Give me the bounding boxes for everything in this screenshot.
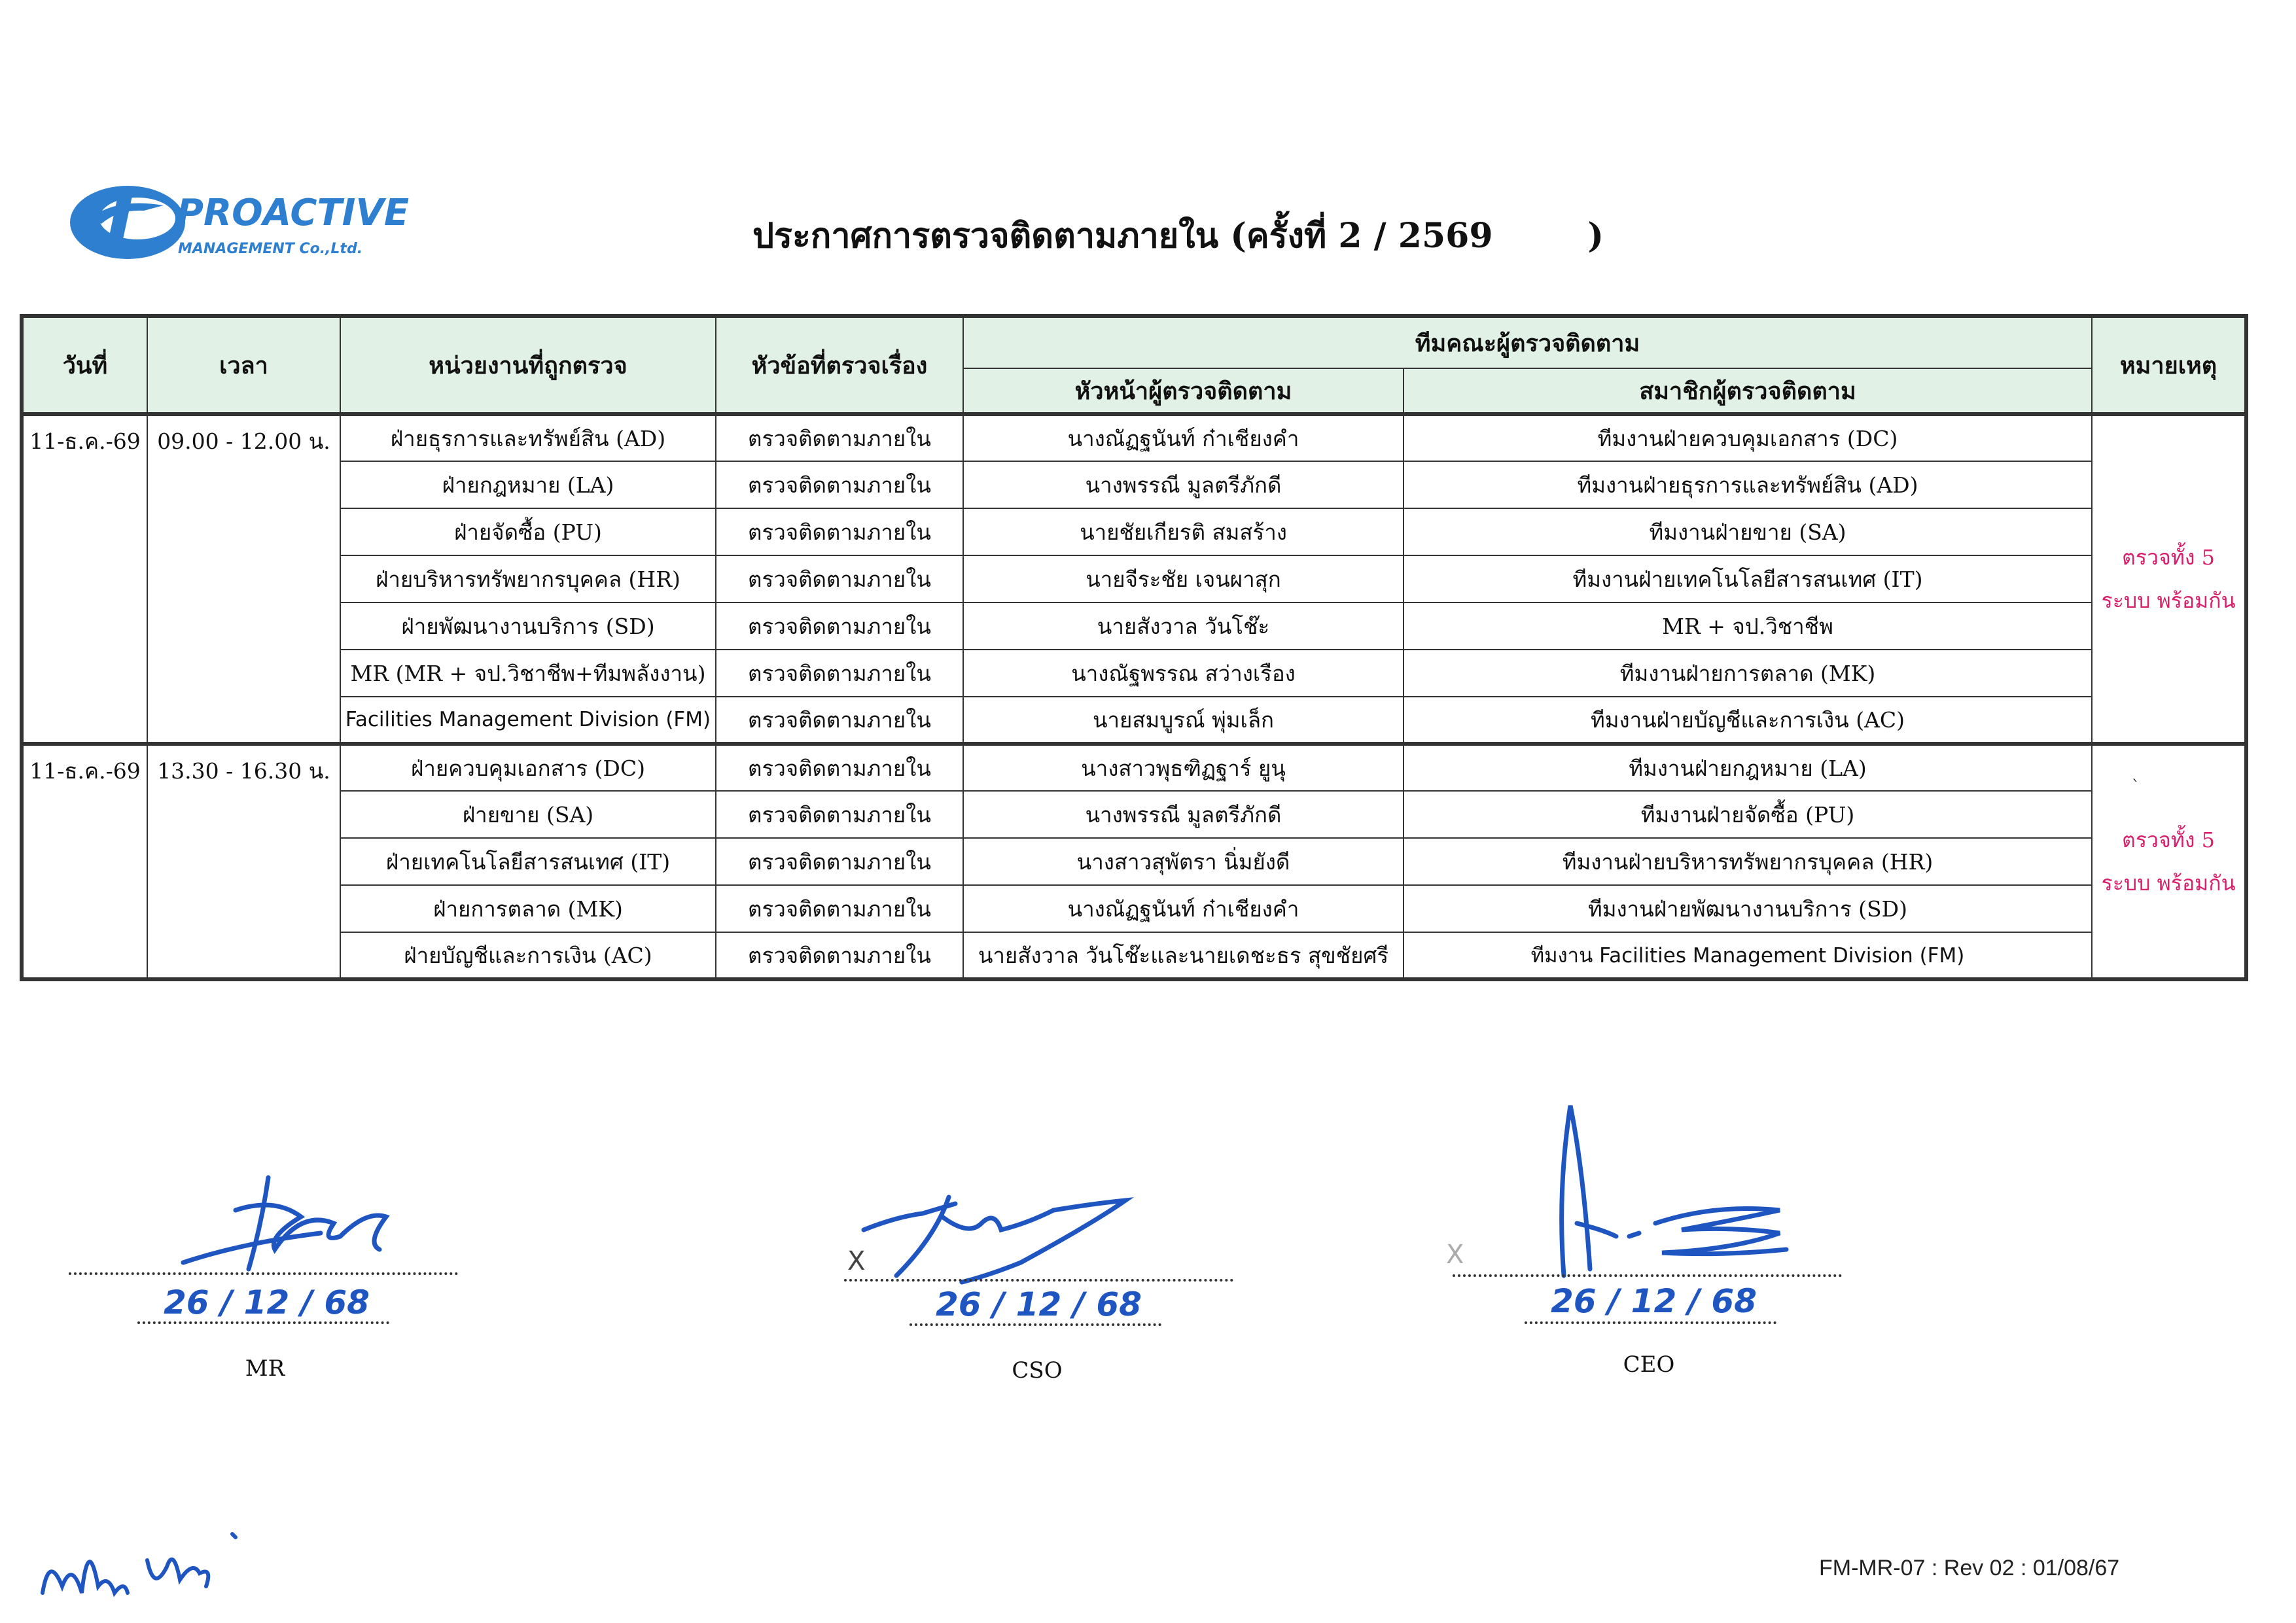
time-cell: 09.00 - 12.00 น. (147, 414, 340, 744)
member-cell: ทีมงานฝ่ายขาย (SA) (1404, 508, 2092, 555)
ceo-x-mark: X (1446, 1240, 1464, 1270)
topic-cell: ตรวจติดตามภายใน (716, 932, 963, 979)
cso-date-line (910, 1323, 1161, 1326)
ceo-role-label: CEO (1623, 1352, 1675, 1378)
member-cell: ทีมงาน Facilities Management Division (FM) (1404, 932, 2092, 979)
topic-cell: ตรวจติดตามภายใน (716, 697, 963, 744)
header-team: ทีมคณะผู้ตรวจติดตาม (963, 316, 2092, 368)
table-row (22, 508, 2246, 555)
ceo-signature (1518, 1092, 1793, 1282)
date-cell: 11-ธ.ค.-69 (22, 744, 147, 979)
cso-signature-line (844, 1279, 1233, 1282)
lead-cell: นายชัยเกียรติ สมสร้าง (963, 508, 1404, 555)
unit-cell: ฝ่ายบัญชีและการเงิน (AC) (340, 932, 716, 979)
unit-cell: ฝ่ายเทคโนโลยีสารสนเทศ (IT) (340, 838, 716, 885)
audit-schedule-table (20, 314, 2248, 981)
handwritten-initials (36, 1495, 272, 1613)
table-row (22, 697, 2246, 744)
table-row (22, 744, 2246, 791)
member-cell: ทีมงานฝ่ายพัฒนางานบริการ (SD) (1404, 885, 2092, 932)
cso-signature (857, 1178, 1139, 1289)
lead-cell: นางณัฐพรรณ สว่างเรือง (963, 650, 1404, 697)
topic-cell: ตรวจติดตามภายใน (716, 602, 963, 650)
unit-cell: ฝ่ายการตลาด (MK) (340, 885, 716, 932)
header-lead: หัวหน้าผู้ตรวจติดตาม (963, 368, 1404, 414)
lead-cell: นางพรรณี มูลตรีภักดี (963, 461, 1404, 508)
member-cell: ทีมงานฝ่ายควบคุมเอกสาร (DC) (1404, 414, 2092, 461)
header-unit: หน่วยงานที่ถูกตรวจ (340, 316, 716, 414)
topic-cell: ตรวจติดตามภายใน (716, 885, 963, 932)
unit-cell: MR (MR + จป.วิชาชีพ+ทีมพลังงาน) (340, 650, 716, 697)
table-row (22, 650, 2246, 697)
lead-cell: นางณัฏฐนันท์ ก๋าเชียงคำ (963, 885, 1404, 932)
header-member: สมาชิกผู้ตรวจติดตาม (1404, 368, 2092, 414)
cso-sign-date: 26 / 12 / 68 (936, 1285, 1142, 1323)
topic-cell: ตรวจติดตามภายใน (716, 744, 963, 791)
unit-cell: ฝ่ายกฎหมาย (LA) (340, 461, 716, 508)
unit-cell: ฝ่ายขาย (SA) (340, 791, 716, 838)
company-logo (65, 171, 410, 270)
table-row (22, 838, 2246, 885)
topic-cell: ตรวจติดตามภายใน (716, 508, 963, 555)
member-cell: ทีมงานฝ่ายกฎหมาย (LA) (1404, 744, 2092, 791)
topic-cell: ตรวจติดตามภายใน (716, 461, 963, 508)
mr-signature (170, 1171, 406, 1282)
mr-role-label: MR (245, 1355, 285, 1382)
member-cell: ทีมงานฝ่ายบัญชีและการเงิน (AC) (1404, 697, 2092, 744)
unit-cell: ฝ่ายจัดซื้อ (PU) (340, 508, 716, 555)
mr-date-line (137, 1321, 389, 1324)
topic-cell: ตรวจติดตามภายใน (716, 791, 963, 838)
table-row (22, 602, 2246, 650)
mr-signature-line (69, 1272, 458, 1275)
table-row (22, 461, 2246, 508)
morning-session-group (22, 414, 2246, 744)
unit-cell: ฝ่ายควบคุมเอกสาร (DC) (340, 744, 716, 791)
time-cell: 13.30 - 16.30 น. (147, 744, 340, 979)
stray-mark: ` (2132, 777, 2140, 795)
lead-cell: นายจีระชัย เจนผาสุก (963, 555, 1404, 602)
member-cell: ทีมงานฝ่ายธุรการและทรัพย์สิน (AD) (1404, 461, 2092, 508)
table-row (22, 791, 2246, 838)
lead-cell: นายสังวาล วันโช๊ะ (963, 602, 1404, 650)
page-title: ประกาศการตรวจติดตามภายใน (ครั้งที่ 2 / 2569 ) (752, 216, 1604, 256)
unit-cell: ฝ่ายพัฒนางานบริการ (SD) (340, 602, 716, 650)
table-row (22, 932, 2246, 979)
lead-cell: นางณัฏฐนันท์ ก๋าเชียงคำ (963, 414, 1404, 461)
cso-role-label: CSO (1012, 1357, 1063, 1384)
note-cell: ตรวจทั้ง 5 ระบบ พร้อมกัน (2092, 744, 2246, 979)
note-cell: ตรวจทั้ง 5 ระบบ พร้อมกัน (2092, 414, 2246, 744)
table-row (22, 555, 2246, 602)
header-note: หมายเหตุ (2092, 316, 2246, 414)
date-cell: 11-ธ.ค.-69 (22, 414, 147, 744)
table-row (22, 885, 2246, 932)
lead-cell: นางสาวสุพัตรา นิ่มยังดี (963, 838, 1404, 885)
lead-cell: นายสมบูรณ์ พุ่มเล็ก (963, 697, 1404, 744)
lead-cell: นางพรรณี มูลตรีภักดี (963, 791, 1404, 838)
lead-cell: นางสาวพุธฑิฏฐาร์ ยูนุ (963, 744, 1404, 791)
header-time: เวลา (147, 316, 340, 414)
afternoon-session-group (22, 744, 2246, 979)
ceo-signature-line (1453, 1274, 1842, 1277)
logo-subtext: MANAGEMENT Co.,Ltd. (178, 241, 363, 257)
table-row (22, 414, 2246, 461)
ceo-date-line (1525, 1321, 1776, 1324)
topic-cell: ตรวจติดตามภายใน (716, 650, 963, 697)
form-code: FM-MR-07 : Rev 02 : 01/08/67 (1819, 1556, 2120, 1580)
mr-sign-date: 26 / 12 / 68 (164, 1283, 370, 1321)
member-cell: ทีมงานฝ่ายการตลาด (MK) (1404, 650, 2092, 697)
header-date: วันที่ (22, 316, 147, 414)
unit-cell: ฝ่ายธุรการและทรัพย์สิน (AD) (340, 414, 716, 461)
member-cell: ทีมงานฝ่ายจัดซื้อ (PU) (1404, 791, 2092, 838)
logo-wordmark: PROACTIVE (177, 192, 410, 234)
unit-cell: Facilities Management Division (FM) (340, 697, 716, 744)
member-cell: ทีมงานฝ่ายบริหารทรัพยากรบุคคล (HR) (1404, 838, 2092, 885)
member-cell: ทีมงานฝ่ายเทคโนโลยีสารสนเทศ (IT) (1404, 555, 2092, 602)
lead-cell: นายสังวาล วันโช๊ะและนายเดชะธร สุขชัยศรี (963, 932, 1404, 979)
ceo-sign-date: 26 / 12 / 68 (1551, 1282, 1757, 1320)
header-topic: หัวข้อที่ตรวจเรื่อง (716, 316, 963, 414)
topic-cell: ตรวจติดตามภายใน (716, 414, 963, 461)
topic-cell: ตรวจติดตามภายใน (716, 555, 963, 602)
cso-x-mark: X (847, 1246, 866, 1276)
topic-cell: ตรวจติดตามภายใน (716, 838, 963, 885)
unit-cell: ฝ่ายบริหารทรัพยากรบุคคล (HR) (340, 555, 716, 602)
member-cell: MR + จป.วิชาชีพ (1404, 602, 2092, 650)
